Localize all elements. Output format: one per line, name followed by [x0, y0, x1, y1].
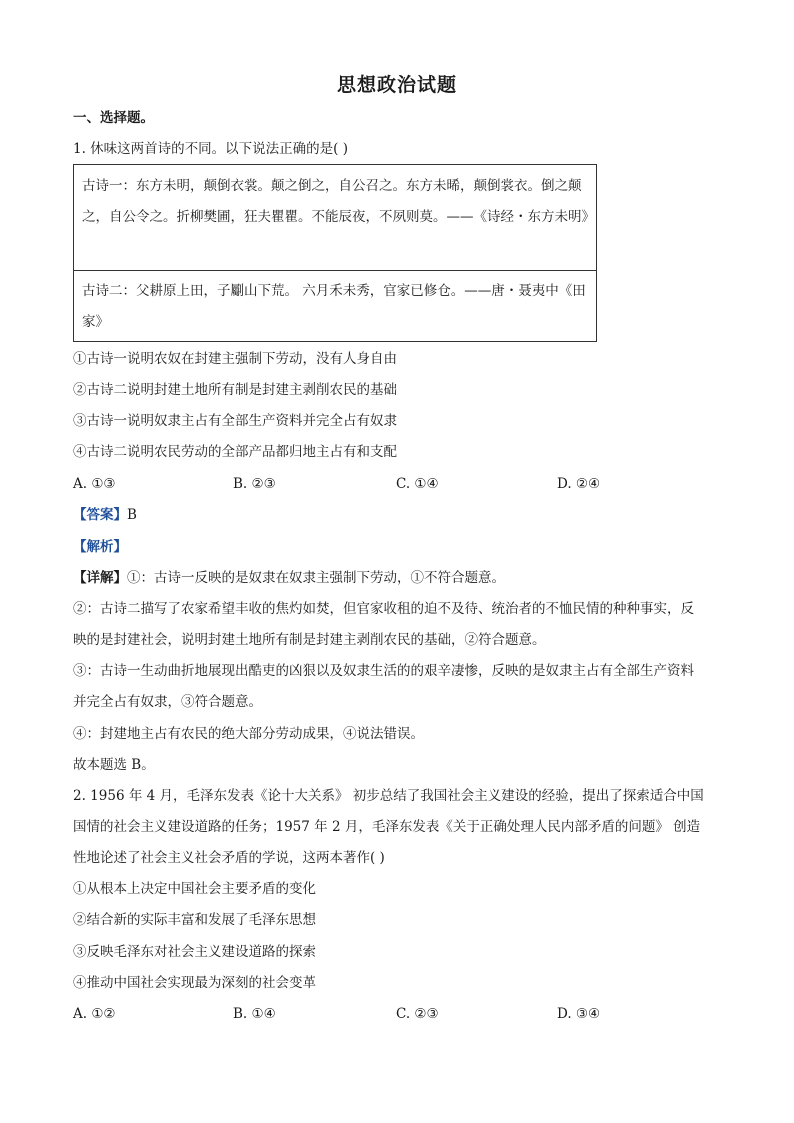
page-title: 思想政治试题	[336, 74, 457, 96]
answer-tag: 【答案】	[73, 507, 127, 523]
q1-item: ③古诗一说明奴隶主占有全部生产资料并完全占有奴隶	[73, 413, 397, 429]
q1-detail-line: 并完全占有奴隶，③符合题意。	[73, 694, 262, 710]
q2-option-a: A. ①②	[73, 1006, 116, 1022]
q1-detail-line: ③：古诗一生动曲折地展现出酷吏的凶狠以及奴隶生活的的艰辛凄惨，反映的是奴隶主占有全部生产资料	[73, 663, 694, 679]
q2-option-b: B. ①④	[233, 1006, 276, 1022]
poem-table	[73, 164, 597, 342]
detail-text: ①：古诗一反映的是奴隶在奴隶主强制下劳动，①不符合题意。	[127, 570, 505, 586]
q1-stem: 1. 休味这两首诗的不同。以下说法正确的是( )	[73, 141, 348, 157]
q1-option-d: D. ②④	[557, 476, 601, 492]
q2-item: ③反映毛泽东对社会主义建设道路的探索	[73, 944, 316, 960]
q2-option-c: C. ②③	[396, 1006, 439, 1022]
q1-option-c: C. ①④	[396, 476, 439, 492]
q1-option-a: A. ①③	[73, 476, 116, 492]
poem-one: 古诗一：东方未明，颠倒衣裳。颠之倒之，自公召之。东方未晞，颠倒裳衣。倒之颠之，自公令之。折柳樊圃，狂夫瞿瞿。不能辰夜，不夙则莫。——《诗经・东方未明》	[82, 178, 595, 225]
q2-stem-line: 2. 1956 年 4 月，毛泽东发表《论十大关系》 初步总结了我国社会主义建设的经验，提出了探索适合中国	[73, 788, 704, 804]
answer-value: B	[127, 507, 137, 523]
q1-item: ①古诗一说明农奴在封建主强制下劳动，没有人身自由	[73, 351, 397, 367]
q1-item: ②古诗二说明封建土地所有制是封建主剥削农民的基础	[73, 382, 397, 398]
q1-conclusion: 故本题选 B。	[73, 757, 155, 773]
q2-item: ②结合新的实际丰富和发展了毛泽东思想	[73, 912, 316, 928]
poem-divider	[74, 270, 596, 271]
section-heading: 一、选择题。	[73, 110, 154, 126]
q1-analysis-heading	[73, 537, 127, 557]
q1-option-b: B. ②③	[233, 476, 276, 492]
q1-detail-line: 映的是封建社会，说明封建土地所有制是封建主剥削农民的基础，②符合题意。	[73, 632, 546, 648]
q2-option-d: D. ③④	[557, 1006, 601, 1022]
q2-stem-line: 性地论述了社会主义社会矛盾的学说，这两本著作( )	[73, 850, 385, 866]
poem-two: 古诗二：父耕原上田，子劚山下荒。 六月禾未秀，官家已修仓。——唐・聂夷中《田家》	[82, 283, 586, 330]
analysis-tag: 【解析】	[73, 539, 127, 555]
q2-stem-line: 国情的社会主义建设道路的任务；1957 年 2 月，毛泽东发表《关于正确处理人民内部矛盾的问题》 创造	[73, 819, 701, 835]
q2-item: ④推动中国社会实现最为深刻的社会变革	[73, 975, 316, 991]
q1-detail-line: ②：古诗二描写了农家希望丰收的焦灼如焚，但官家收租的迫不及待、统治者的不恤民情的种种事实，反	[73, 601, 694, 617]
q1-answer	[73, 505, 137, 525]
q1-detail-line	[73, 568, 505, 588]
q1-item: ④古诗二说明农民劳动的全部产品都归地主占有和支配	[73, 444, 397, 460]
detail-tag: 【详解】	[73, 570, 127, 586]
q1-detail-line: ④：封建地主占有农民的绝大部分劳动成果，④说法错误。	[73, 726, 424, 742]
q2-item: ①从根本上决定中国社会主要矛盾的变化	[73, 881, 316, 897]
